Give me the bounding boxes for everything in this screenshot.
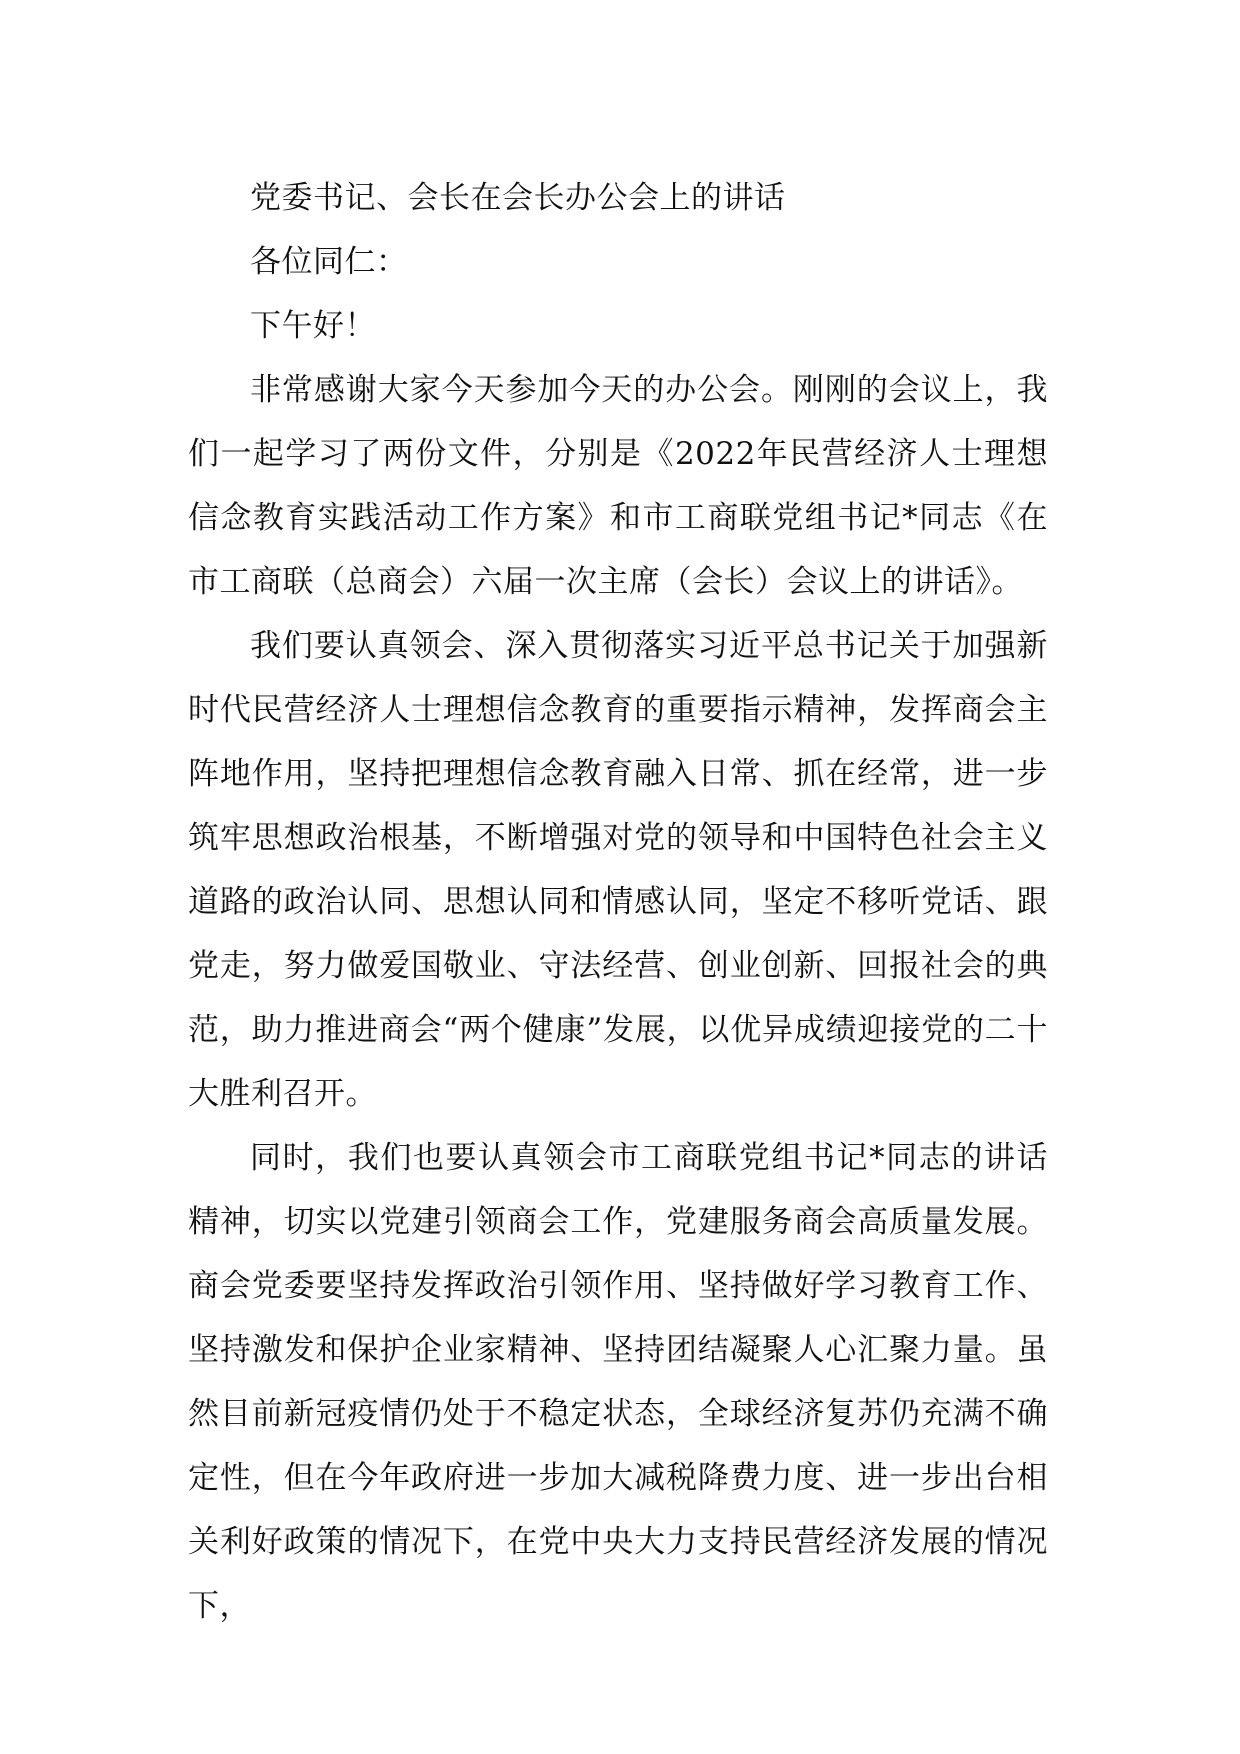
paragraph-party-building: 同时，我们也要认真领会市工商联党组书记*同志的讲话精神，切实以党建引领商会工作，党建服务商会高质量发展。商会党委要坚持发挥政治引领作用、坚持做好学习教育工作、坚持激发和保护企业家精神、坚持团结凝聚人心汇聚力量。虽然目前新冠疫情仍处于不稳定状态，全球经济复苏仍充满不确定性，但在今年政府进一步加大减税降费力度、进一步出台相关利好政策的情况下，在党中央大力支持民营经济发展的情况下， [188,1140,1048,1624]
speech-title: 党委书记、会长在会长办公会上的讲话 [250,180,786,216]
document-body [188,166,1048,1638]
paragraph-thanks: 非常感谢大家今天参加今天的办公会。刚刚的会议上，我们一起学习了两份文件，分别是《2022年民营经济人士理想信念教育实践活动工作方案》和市工商联党组书记*同志《在市工商联（总商会）六届一次主席（会长）会议上的讲话》。 [188,372,1048,600]
greeting: 下午好！ [250,308,376,344]
paragraph-ideals-education: 我们要认真领会、深入贯彻落实习近平总书记关于加强新时代民营经济人士理想信念教育的重要指示精神，发挥商会主阵地作用，坚持把理想信念教育融入日常、抓在经常，进一步筑牢思想政治根基，不断增强对党的领导和中国特色社会主义道路的政治认同、思想认同和情感认同，坚定不移听党话、跟党走，努力做爱国敬业、守法经营、创业创新、回报社会的典范，助力推进商会“两个健康”发展，以优异成绩迎接党的二十大胜利召开。 [188,628,1048,1112]
salutation: 各位同仁： [250,244,408,280]
